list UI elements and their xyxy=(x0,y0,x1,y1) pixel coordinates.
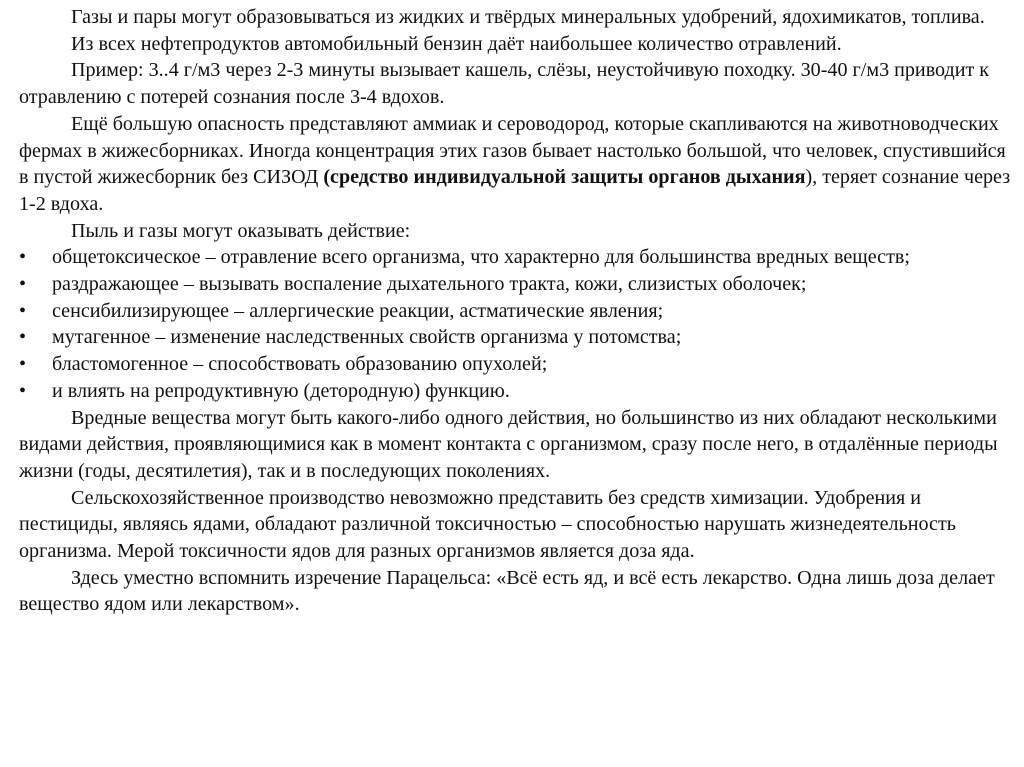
paragraph-effects-intro: Пыль и газы могут оказывать действие: xyxy=(71,219,411,242)
paragraph-ammonia-ending: ), теряет сознание через 1-2 вдоха. xyxy=(19,166,1011,215)
paragraph-chemicals: Сельскохозяйственное производство невозможно представить без средств химизации. Удобрения и пестициды, являясь ядами, обладают различной токсичностью – способностью нарушать жизнедеятельность организма. Мерой токсичности ядов для разных организмов является доза яда. xyxy=(19,486,956,563)
bullet-icon: • xyxy=(19,273,27,296)
bullet-icon: • xyxy=(19,246,27,269)
list-item xyxy=(19,324,1011,351)
paragraph-ammonia-text: Ещё большую опасность представляют аммиак и сероводород, которые скапливаются на животноводческих фермах в жижесборниках. Иногда концентрация этих газов бывает настолько большой, что человек, спустившийся в пустой жижесборник без СИЗОД xyxy=(19,112,1006,189)
list-item xyxy=(19,298,1011,325)
list-item xyxy=(19,244,1011,271)
list-item-text: мутагенное – изменение наследственных свойств организма у потомства; xyxy=(52,326,682,349)
paragraph-ammonia xyxy=(19,111,1011,218)
bullet-icon: • xyxy=(19,326,27,349)
list-item-text: бластомогенное – способствовать образованию опухолей; xyxy=(52,353,548,376)
paragraph-example: Пример: 3..4 г/м3 через 2-3 минуты вызывает кашель, слёзы, неустойчивую походку. 30-40 г/м3 приводит к отравлению с потерей сознания после 3-4 вдохов. xyxy=(19,59,990,109)
document-page xyxy=(19,4,1011,618)
paragraph-paracelsus: Здесь уместно вспомнить изречение Парацельса: «Всё есть яд, и всё есть лекарство. Одна лишь доза делает вещество ядом или лекарством». xyxy=(19,566,995,616)
bullet-icon: • xyxy=(19,353,27,376)
bullet-icon: • xyxy=(19,299,27,322)
list-item xyxy=(19,351,1011,378)
paragraph-gasoline: Из всех нефтепродуктов автомобильный бензин даёт наибольшее количество отравлений. xyxy=(71,32,842,55)
list-item-text: общетоксическое – отравление всего организма, что характерно для большинства вредных веществ; xyxy=(52,246,910,269)
paragraph-harmful-action: Вредные вещества могут быть какого-либо одного действия, но большинство из них обладают несколькими видами действия, проявляющимися как в момент контакта с организмом, сразу после него, в отдалённые периоды жизни (годы, десятилетия), так и в последующих поколениях. xyxy=(19,406,998,482)
effects-list xyxy=(19,244,1011,404)
paragraph-gases-sources: Газы и пары могут образовываться из жидких и твёрдых минеральных удобрений, ядохимикатов, топлива. xyxy=(71,6,985,28)
list-item-text: и влиять на репродуктивную (детородную) функцию. xyxy=(52,379,510,402)
list-item xyxy=(19,271,1011,298)
bullet-icon: • xyxy=(19,379,27,402)
list-item-text: сенсибилизирующее – аллергические реакции, астматические явления; xyxy=(52,299,664,322)
list-item xyxy=(19,378,1011,405)
sizod-definition: (средство индивидуальной защиты органов дыхания xyxy=(323,166,806,189)
list-item-text: раздражающее – вызывать воспаление дыхательного тракта, кожи, слизистых оболочек; xyxy=(52,273,807,296)
